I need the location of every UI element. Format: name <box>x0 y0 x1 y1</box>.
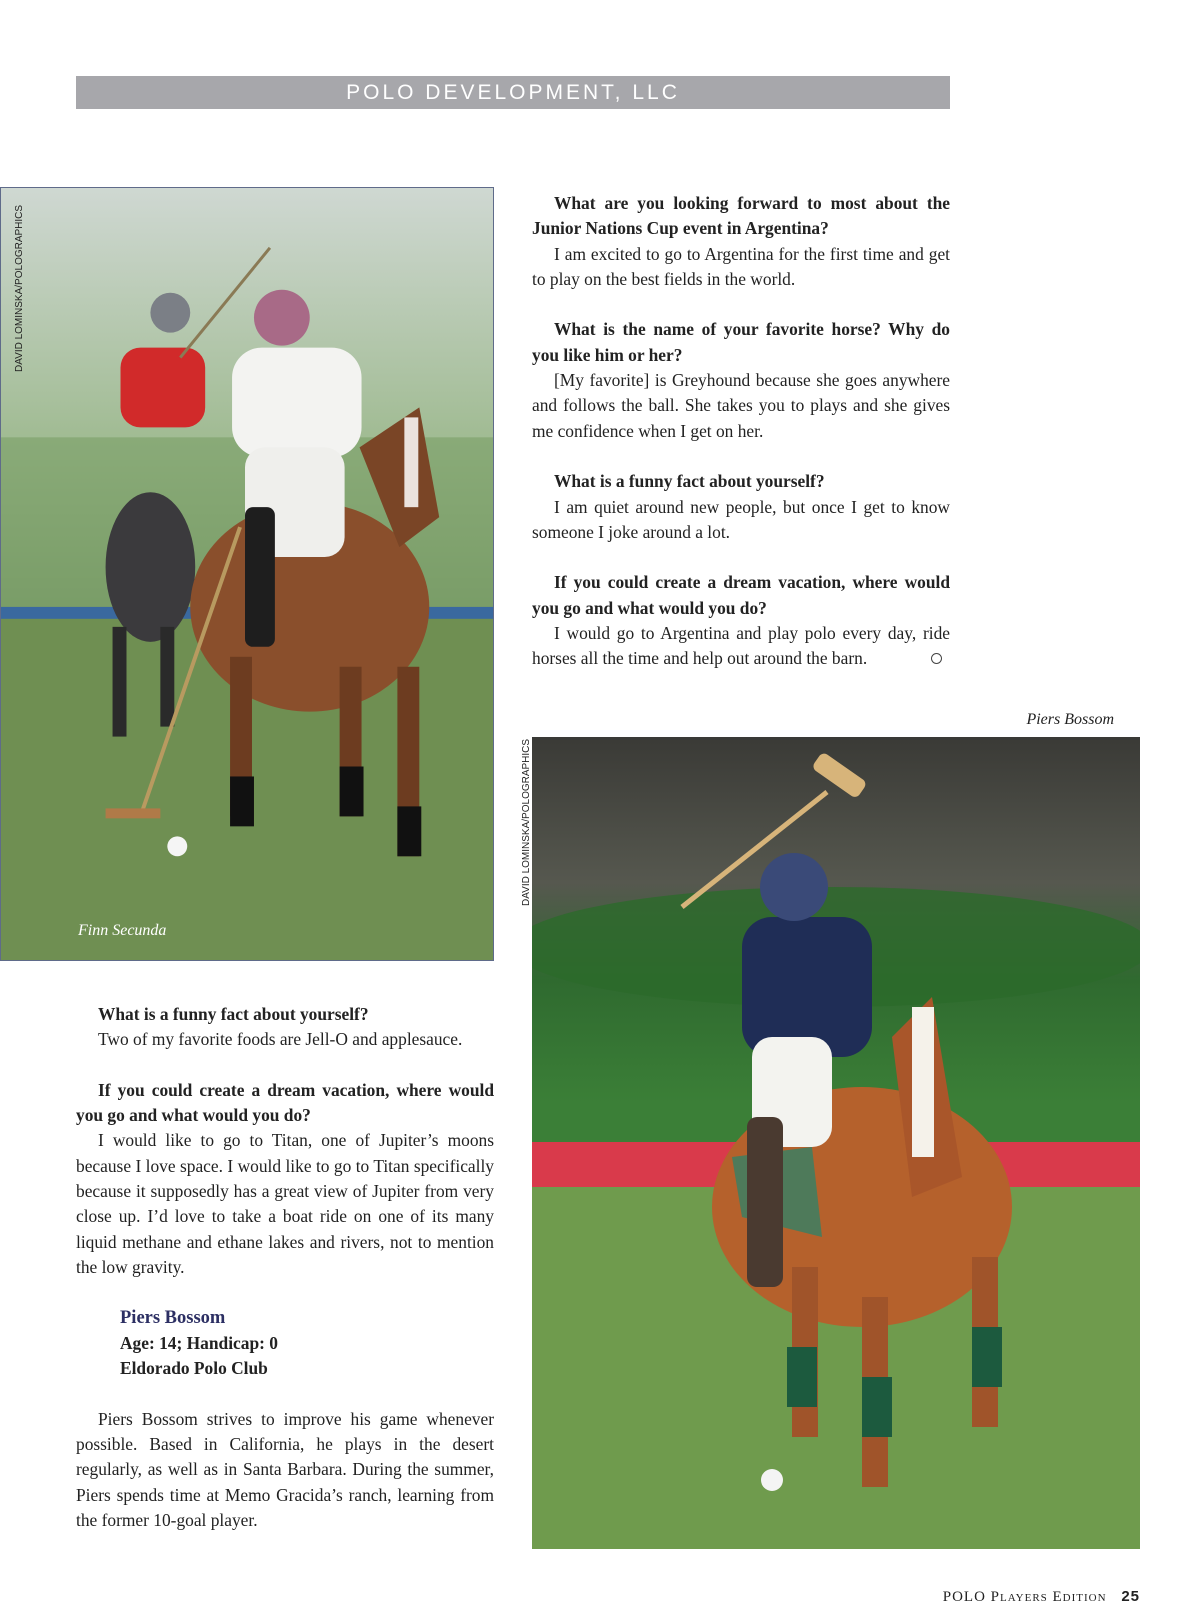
question: What is the name of your favorite horse? Why do you like him or her? <box>532 319 950 365</box>
photo-caption-2: Piers Bossom <box>1026 711 1114 728</box>
profile-name: Piers Bossom <box>120 1307 226 1328</box>
interview-left-column <box>76 1002 494 1533</box>
question: What are you looking forward to most about the Junior Nations Cup event in Argentina? <box>532 193 950 239</box>
section-banner: POLO DEVELOPMENT, LLC <box>76 76 950 109</box>
question: What is a funny fact about yourself? <box>98 1004 369 1024</box>
footer-brand: POLO <box>942 1589 986 1605</box>
interview-right-column <box>532 191 950 672</box>
answer: Two of my favorite foods are Jell-O and applesauce. <box>98 1029 463 1050</box>
profile-age-handicap: Age: 14; Handicap: 0 <box>120 1332 278 1353</box>
question: If you could create a dream vacation, where would you go and what would you do? <box>76 1079 494 1126</box>
page-number: 25 <box>1121 1588 1140 1605</box>
photo-caption-1: Finn Secunda <box>78 922 167 939</box>
end-mark-icon <box>931 653 942 664</box>
footer-section: Players Edition <box>990 1589 1107 1605</box>
photo-finn-secunda <box>0 187 494 961</box>
photo-credit-2: DAVID LOMINSKA/POLOGRAPHICS <box>521 738 532 906</box>
profile-club: Eldorado Polo Club <box>120 1358 268 1379</box>
photo-piers-bossom <box>532 737 1140 1549</box>
photo-credit-1: DAVID LOMINSKA/POLOGRAPHICS <box>14 204 25 372</box>
answer: I would like to go to Titan, one of Jupiter’s moons because I love space. I would like to go to Titan specifically because it supposedly has a great view of Jupiter from very close up. I’d love to take a boat ride on one of its many liquid methane and ethane lakes and rivers, not to mention the low gravity. <box>76 1130 494 1277</box>
answer: [My favorite] is Greyhound because she goes anywhere and follows the ball. She takes you to plays and she gives me confidence when I get on her. <box>532 370 950 441</box>
profile-bio: Piers Bossom strives to improve his game whenever possible. Based in California, he plays in the desert regularly, as well as in Santa Barbara. During the summer, Piers spends time at Memo Gracida’s ranch, learning from the former 10-goal player. <box>76 1408 494 1530</box>
question: If you could create a dream vacation, where would you go and what would you do? <box>532 572 950 618</box>
answer: I am quiet around new people, but once I get to know someone I joke around a lot. <box>532 496 950 542</box>
answer <box>532 621 950 672</box>
answer: I am excited to go to Argentina for the first time and get to play on the best fields in the world. <box>532 243 950 289</box>
question: What is a funny fact about yourself? <box>554 471 825 492</box>
answer-text: I would go to Argentina and play polo every day, ride horses all the time and help out around the barn. <box>532 623 950 669</box>
page-footer <box>943 1588 1140 1606</box>
